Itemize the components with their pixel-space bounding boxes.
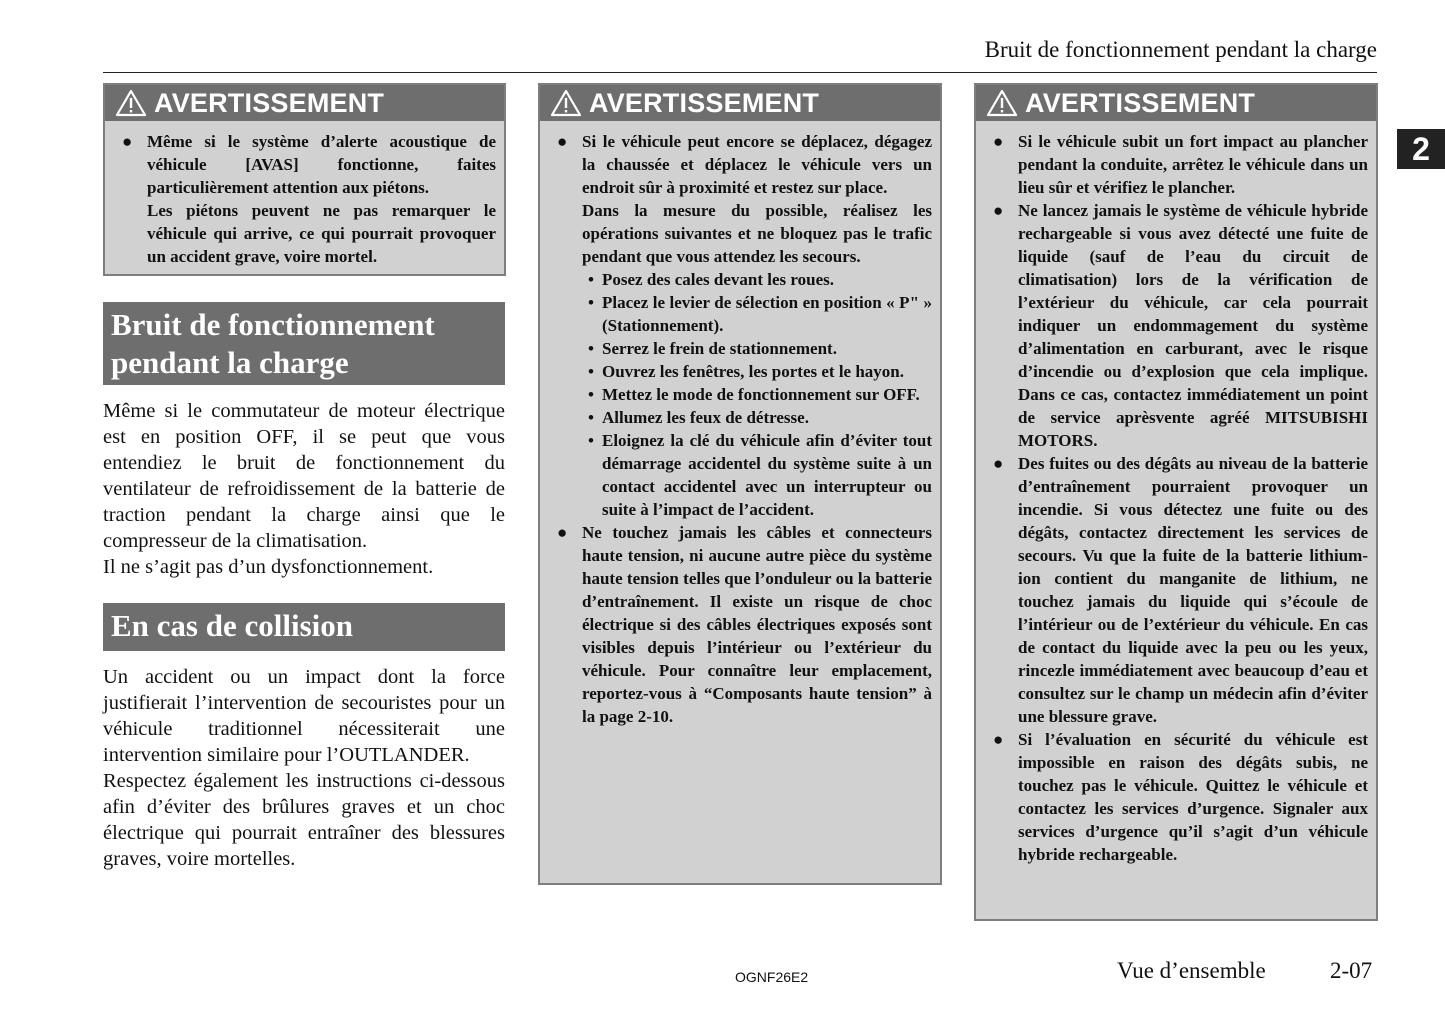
warning-header <box>540 85 940 121</box>
warning-paragraph: ● Si le véhicule peut encore se déplacez, dégagez la chaussée et déplacez le véhicule vers un endroit sûr à proximité et restez sur place. <box>582 130 932 199</box>
warning-title: AVERTISSEMENT <box>589 87 820 118</box>
warning-paragraph: ● Ne lancez jamais le système de véhicule hybride rechargeable si vous avez détecté une fuite de liquide (sauf de l’eau du circuit de climatisation) lors de la vérification de l’extérieur du véhicule, car cela pourrait indiquer un endommagement du système d’alimentation en carburant, avec le risque d’incendie ou d’explosion que cela implique. Dans ce cas, contactez immédiatement un point de service aprèsvente agréé MITSUBISHI MOTORS. <box>1018 199 1368 452</box>
action-item: • Serrez le frein de stationnement. <box>602 337 932 360</box>
chapter-tab: 2 <box>1397 129 1445 169</box>
warning-box-avas <box>103 83 506 276</box>
warning-body <box>105 121 504 276</box>
warning-header <box>105 85 504 121</box>
body-paragraph: Même si le commutateur de moteur électrique est en position OFF, il se peut que vous entendiez le bruit de fonctionnement du ventilateur de refroidissement de la batterie de traction pendant la charge ainsi que le compresseur de la climatisation. <box>103 400 505 552</box>
warning-title: AVERTISSEMENT <box>154 87 385 118</box>
warning-box-battery <box>974 83 1378 921</box>
collision-text <box>103 664 505 872</box>
document-code: OGNF26E2 <box>735 969 809 985</box>
warning-triangle-icon <box>115 89 147 117</box>
warning-header <box>976 85 1376 121</box>
running-header: Bruit de fonctionnement pendant la charge <box>984 37 1377 62</box>
action-item: • Ouvrez les fenêtres, les portes et le hayon. <box>602 360 932 383</box>
warning-paragraph: ● Même si le système d’alerte acoustique de véhicule [AVAS] fonctionne, faites particulièrement attention aux piétons. <box>147 130 496 199</box>
warning-paragraph: Les piétons peuvent ne pas remarquer le véhicule qui arrive, ce qui pourrait provoquer un accident grave, voire mortel. <box>147 201 496 266</box>
warning-paragraph: ● Si le véhicule subit un fort impact au plancher pendant la conduite, arrêtez le véhicule dans un lieu sûr et vérifiez le plancher. <box>1018 130 1368 199</box>
warning-body <box>976 121 1376 874</box>
footer-section: Vue d’ensemble <box>1117 958 1266 983</box>
section-heading-collision: En cas de collision <box>103 603 505 651</box>
warning-paragraph: ● Ne touchez jamais les câbles et connecteurs haute tension, ni aucune autre pièce du système haute tension telles que l’onduleur ou la batterie d’entraînement. Il existe un risque de choc électrique si des câbles électriques exposés sont visibles depuis l’intérieur ou l’extérieur du véhicule. Pour connaître leur emplacement, reportez-vous à “Composants haute tension” à la page 2-10. <box>582 521 932 728</box>
action-item: • Eloignez la clé du véhicule afin d’éviter tout démarrage accidentel du système suite à un contact accidentel avec un interrupteur ou suite à l’impact de l’accident. <box>602 429 932 521</box>
action-list <box>582 268 932 521</box>
body-paragraph: Respectez également les instructions ci-dessous afin d’éviter des brûlures graves et un choc électrique qui pourrait entraîner des blessures graves, voire mortelles. <box>103 770 505 870</box>
warning-title: AVERTISSEMENT <box>1025 87 1256 118</box>
warning-paragraph: ● Si l’évaluation en sécurité du véhicule est impossible en raison des dégâts subis, ne touchez pas le véhicule. Quittez le véhicule et contactez les services d’urgence. Signaler aux services d’urgence qu’il s’agit d’un véhicule hybride rechargeable. <box>1018 728 1368 866</box>
warning-body <box>540 121 940 736</box>
warning-triangle-icon <box>986 89 1018 117</box>
header-rule <box>103 72 1377 73</box>
warning-paragraph: ● Des fuites ou des dégâts au niveau de la batterie d’entraînement pourraient provoquer un incendie. Si vous détectez une fuite ou des dégâts, contactez directement les services de secours. Vu que la fuite de la batterie lithium-ion contient du manganite de lithium, ne touchez jamais du liquide qui s’écoule de l’intérieur ou de l’extérieur du véhicule. En cas de contact du liquide avec la peu ou les yeux, rincezle immédiatement avec beaucoup d’eau et consultez sur le champ un médecin afin d’éviter une blessure grave. <box>1018 452 1368 728</box>
warning-box-collision <box>538 83 942 885</box>
action-item: • Posez des cales devant les roues. <box>602 268 932 291</box>
action-item: • Allumez les feux de détresse. <box>602 406 932 429</box>
charge-text <box>103 398 505 580</box>
action-item: • Mettez le mode de fonctionnement sur OFF. <box>602 383 932 406</box>
action-item: • Placez le levier de sélection en position « P" » (Stationnement). <box>602 291 932 337</box>
warning-paragraph: Dans la mesure du possible, réalisez les opérations suivantes et ne bloquez pas le trafic pendant que vous attendez les secours. <box>582 201 932 266</box>
page-number: 2-07 <box>1330 958 1373 983</box>
section-heading-charge: Bruit de fonctionnement pendant la charge <box>103 302 505 385</box>
warning-triangle-icon <box>550 89 582 117</box>
body-paragraph: Un accident ou un impact dont la force justifierait l’intervention de secouristes pour un véhicule traditionnel nécessiterait une intervention similaire pour l’OUTLANDER. <box>103 666 505 766</box>
body-paragraph: Il ne s’agit pas d’un dysfonctionnement. <box>103 556 434 578</box>
